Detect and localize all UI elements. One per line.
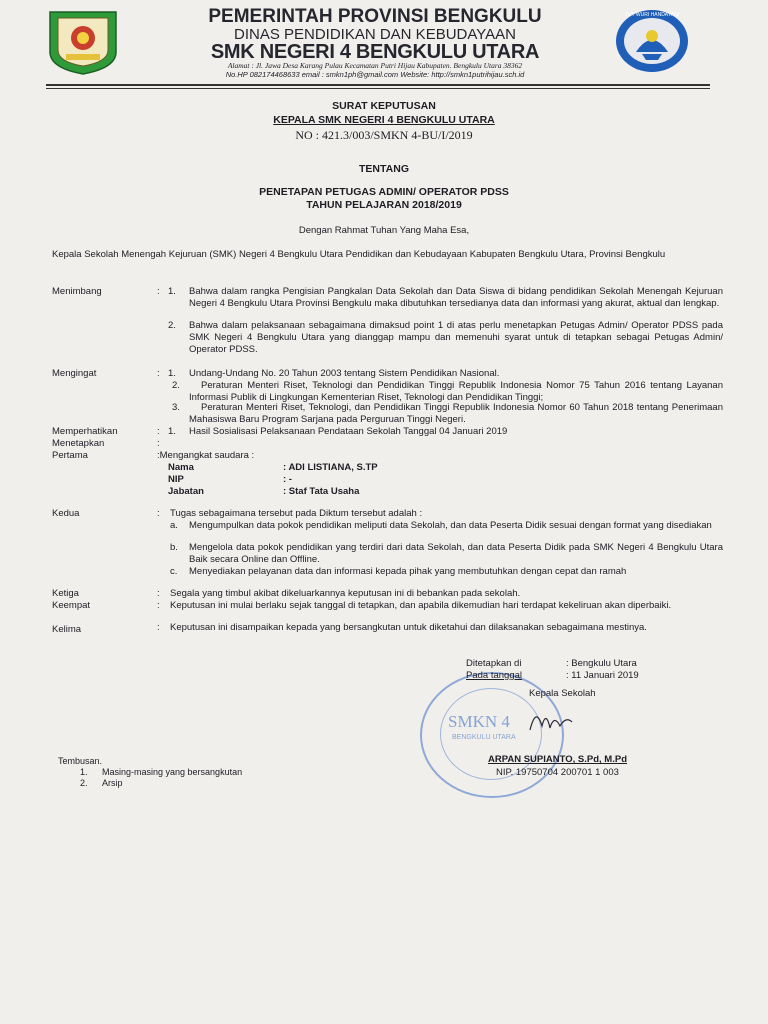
nip-value: : - xyxy=(283,474,292,485)
menimbang-item-2: Bahwa dalam pelaksanaan sebagaimana dimaksud point 1 di atas perlu menetapkan Petugas Admin/ Operator PDSS pada SMK Negeri 4 Bengkulu Utara yang dianggap mampu dan memenuhi syarat untuk di tetapkan sebagai Petugas Admin/ Operator PDSS. xyxy=(189,320,723,355)
keempat-colon: : xyxy=(157,600,160,611)
kedua-item-c: Menyediakan pelayanan data dan informasi kepada pihak yang membutuhkan dengan cepat dan ramah xyxy=(189,566,627,577)
signer-nip: NIP. 19750704 200701 1 003 xyxy=(496,767,619,778)
kedua-num-c: c. xyxy=(170,566,178,577)
handwritten-signature xyxy=(520,700,580,740)
nip-label: NIP xyxy=(168,474,184,485)
nama-label: Nama xyxy=(168,462,194,473)
menimbang-item-1: Bahwa dalam rangka Pengisian Pangkalan Data Sekolah dan Data Siswa di bidang pendidikan Sekolah Menengah Kejuruan Negeri 4 Bengkulu Utara Provinsi Bengkulu maka dibutuhkan tersedianya data dan informasi yang akurat, aktual dan lengkap. xyxy=(189,286,723,309)
memperhatikan-colon: : xyxy=(157,426,160,437)
ditetapkan-label: Ditetapkan di xyxy=(466,658,522,669)
kelima-text: Keputusan ini disampaikan kepada yang bersangkutan untuk diketahui dan dilaksanakan sebagaimana mestinya. xyxy=(170,622,647,633)
menimbang-num-2: 2. xyxy=(168,320,176,331)
mengingat-item-1: Undang-Undang No. 20 Tahun 2003 tentang Sistem Pendidikan Nasional. xyxy=(189,368,500,379)
nama-value: : ADI LISTIANA, S.TP xyxy=(283,462,378,473)
header-contact: No.HP 082174468633 email : smkn1ph@gmail.com Website: http://smkn1putrihijau.sch.id xyxy=(225,70,525,79)
doc-number: NO : 421.3/003/SMKN 4-BU/I/2019 xyxy=(295,128,473,142)
tembusan-num-1: 1. xyxy=(80,767,88,777)
doc-rahmat: Dengan Rahmat Tuhan Yang Maha Esa, xyxy=(298,225,470,236)
ketiga-label: Ketiga xyxy=(52,588,79,599)
keempat-label: Keempat xyxy=(52,600,91,611)
tembusan-item-2: Arsip xyxy=(102,778,123,788)
mengingat-num-3: 3. xyxy=(172,402,180,413)
tanggal-value: : 11 Januari 2019 xyxy=(566,670,639,681)
pertama-mengangkat: Mengangkat saudara : xyxy=(159,450,255,461)
menimbang-num-1: 1. xyxy=(168,286,176,297)
kedua-text: Tugas sebagaimana tersebut pada Diktum tersebut adalah : xyxy=(170,508,423,519)
doc-tentang: TENTANG xyxy=(359,163,409,175)
doc-issuer: KEPALA SMK NEGERI 4 BENGKULU UTARA xyxy=(273,114,495,126)
mengingat-item-2: Peraturan Menteri Riset, Teknologi dan Pendidikan Tinggi Republik Indonesia Nomor 75 Tahun 2016 tentang Layanan Informasi Publik di Lingkungan Kementerian Riset, Teknologi dan Pendidikan Tinggi; xyxy=(189,380,723,403)
tembusan-num-2: 2. xyxy=(80,778,88,788)
logo-right-text: TUT WURI HANDAYANI xyxy=(624,12,680,18)
doc-subject-line1: PENETAPAN PETUGAS ADMIN/ OPERATOR PDSS xyxy=(259,186,509,198)
ketiga-text: Segala yang timbul akibat dikeluarkannya keputusan ini di bebankan pada sekolah. xyxy=(170,588,521,599)
header-government: PEMERINTAH PROVINSI BENGKULU xyxy=(208,6,542,27)
kelima-colon: : xyxy=(157,622,160,633)
menimbang-colon: : xyxy=(157,286,160,297)
doc-subject-line2: TAHUN PELAJARAN 2018/2019 xyxy=(306,199,462,211)
kedua-label: Kedua xyxy=(52,508,80,519)
regency-logo xyxy=(46,8,120,76)
header-address: Alamat : Jl. Jawa Desa Karang Pulau Kecamatan Putri Hijau Kabupaten. Bengkulu Utara 38362 xyxy=(227,61,523,70)
mengingat-num-1: 1. xyxy=(168,368,176,379)
signer-name: ARPAN SUPIANTO, S.Pd, M.Pd xyxy=(488,754,627,765)
tembusan-item-1: Masing-masing yang bersangkutan xyxy=(102,767,243,777)
pertama-label: Pertama xyxy=(52,450,88,461)
kedua-item-b: Mengelola data pokok pendidikan yang terdiri dari data Sekolah, dan data Peserta Didik pada SMK Negeri 4 Bengkulu Utara Baik secara Online dan Offline. xyxy=(189,542,723,565)
menimbang-label: Menimbang xyxy=(52,286,102,297)
kedua-num-b: b. xyxy=(170,542,178,553)
kedua-colon: : xyxy=(157,508,160,519)
mengingat-colon: : xyxy=(157,368,160,379)
header-divider xyxy=(46,84,710,86)
header-divider-thin xyxy=(46,88,710,89)
stamp-school: SMKN 4 xyxy=(448,712,510,731)
mengingat-num-2: 2. xyxy=(172,380,180,391)
signer-title: Kepala Sekolah xyxy=(529,688,596,699)
kelima-label: Kelima xyxy=(52,624,82,635)
kedua-item-a: Mengumpulkan data pokok pendidikan meliputi data Sekolah, dan data Peserta Didik sesuai dengan format yang disediakan xyxy=(189,520,712,531)
mengingat-item-3: Peraturan Menteri Riset, Teknologi, dan Pendidikan Tinggi Republik Indonesia Nomor 60 Tahun 2018 tentang Penerimaan Mahasiswa Baru Program Sarjana pada Perguruan Tinggi Negeri. xyxy=(189,402,723,425)
menetapkan-colon: : xyxy=(157,438,160,449)
memperhatikan-text: Hasil Sosialisasi Pelaksanaan Pendataan Sekolah Tanggal 04 Januari 2019 xyxy=(189,426,508,437)
ditetapkan-value: : Bengkulu Utara xyxy=(566,658,637,669)
ketiga-colon: : xyxy=(157,588,160,599)
memperhatikan-num: 1. xyxy=(168,426,176,437)
jabatan-value: : Staf Tata Usaha xyxy=(283,486,360,497)
intro-paragraph: Kepala Sekolah Menengah Kejuruan (SMK) Negeri 4 Bengkulu Utara Pendidikan dan Kebudayaan Kabupaten Bengkulu Utara, Provinsi Bengkulu xyxy=(52,249,666,260)
header-department: DINAS PENDIDIKAN DAN KEBUDAYAAN xyxy=(233,26,516,43)
mengingat-label: Mengingat xyxy=(52,368,97,379)
header-school: SMK NEGERI 4 BENGKULU UTARA xyxy=(210,41,540,63)
jabatan-label: Jabatan xyxy=(168,486,204,497)
doc-type: SURAT KEPUTUSAN xyxy=(332,100,436,112)
pertama-text: :Mengangkat saudara : xyxy=(157,450,255,461)
memperhatikan-label: Memperhatikan xyxy=(52,426,118,437)
menetapkan-label: Menetapkan xyxy=(52,438,105,449)
kedua-num-a: a. xyxy=(170,520,178,531)
keempat-text: Keputusan ini mulai berlaku sejak tanggal di tetapkan, dan apabila dikemudian hari terdapat kekeliruan akan diperbaiki. xyxy=(170,600,672,611)
tembusan-label: Tembusan. xyxy=(58,756,103,766)
stamp-subtext: BENGKULU UTARA xyxy=(452,734,516,741)
tanggal-label: Pada tanggal xyxy=(466,670,522,681)
